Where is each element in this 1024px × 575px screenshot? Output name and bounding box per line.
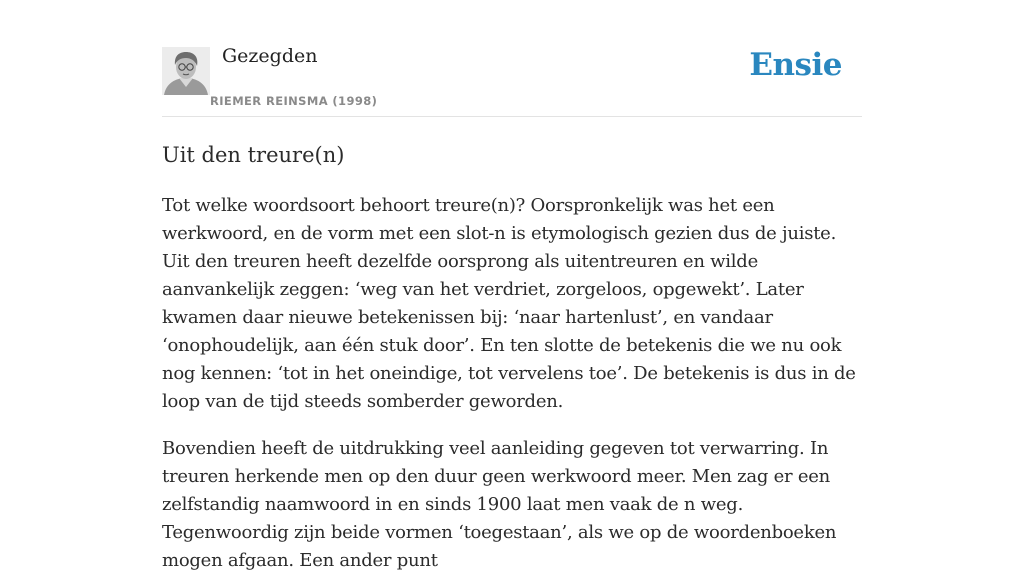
header <box>162 0 862 117</box>
article-paragraph: Tot welke woordsoort behoort treure(n)? Oorspronkelijk was het een werkwoord, en de vorm met een slot-n is etymologisch gezien dus de juiste. Uit den treuren heeft dezelfde oorsprong als uitentreuren en wilde aanvankelijk zeggen: ‘weg van het verdriet, zorgeloos, opgewekt’. Later kwamen daar nieuwe betekenissen bij: ‘naar hartenlust’, en vandaar ‘onophoudelijk, aan één stuk door’. En ten slotte de betekenis die we nu ook nog kennen: ‘tot in het oneindige, tot vervelens toe’. De betekenis is dus in de loop van de tijd steeds somberder geworden. <box>162 195 856 412</box>
author-portrait-icon <box>162 47 210 95</box>
collection-link[interactable]: Gezegden <box>222 45 318 67</box>
article-body <box>162 139 862 575</box>
brand-logo[interactable]: Ensie <box>749 47 842 83</box>
article-paragraph: Bovendien heeft de uitdrukking veel aanleiding gegeven tot verwarring. In treuren herkende men op den duur geen werkwoord meer. Men zag er een zelfstandig naamwoord in en sinds 1900 laat men vaak de n weg. Tegenwoordig zijn beide vormen ‘toegestaan’, als we op de woordenboeken mogen afgaan. Een ander punt <box>162 438 837 571</box>
author-credit: RIEMER REINSMA (1998) <box>210 94 378 108</box>
author-avatar[interactable] <box>162 47 210 95</box>
article-title: Uit den treure(n) <box>162 143 345 167</box>
